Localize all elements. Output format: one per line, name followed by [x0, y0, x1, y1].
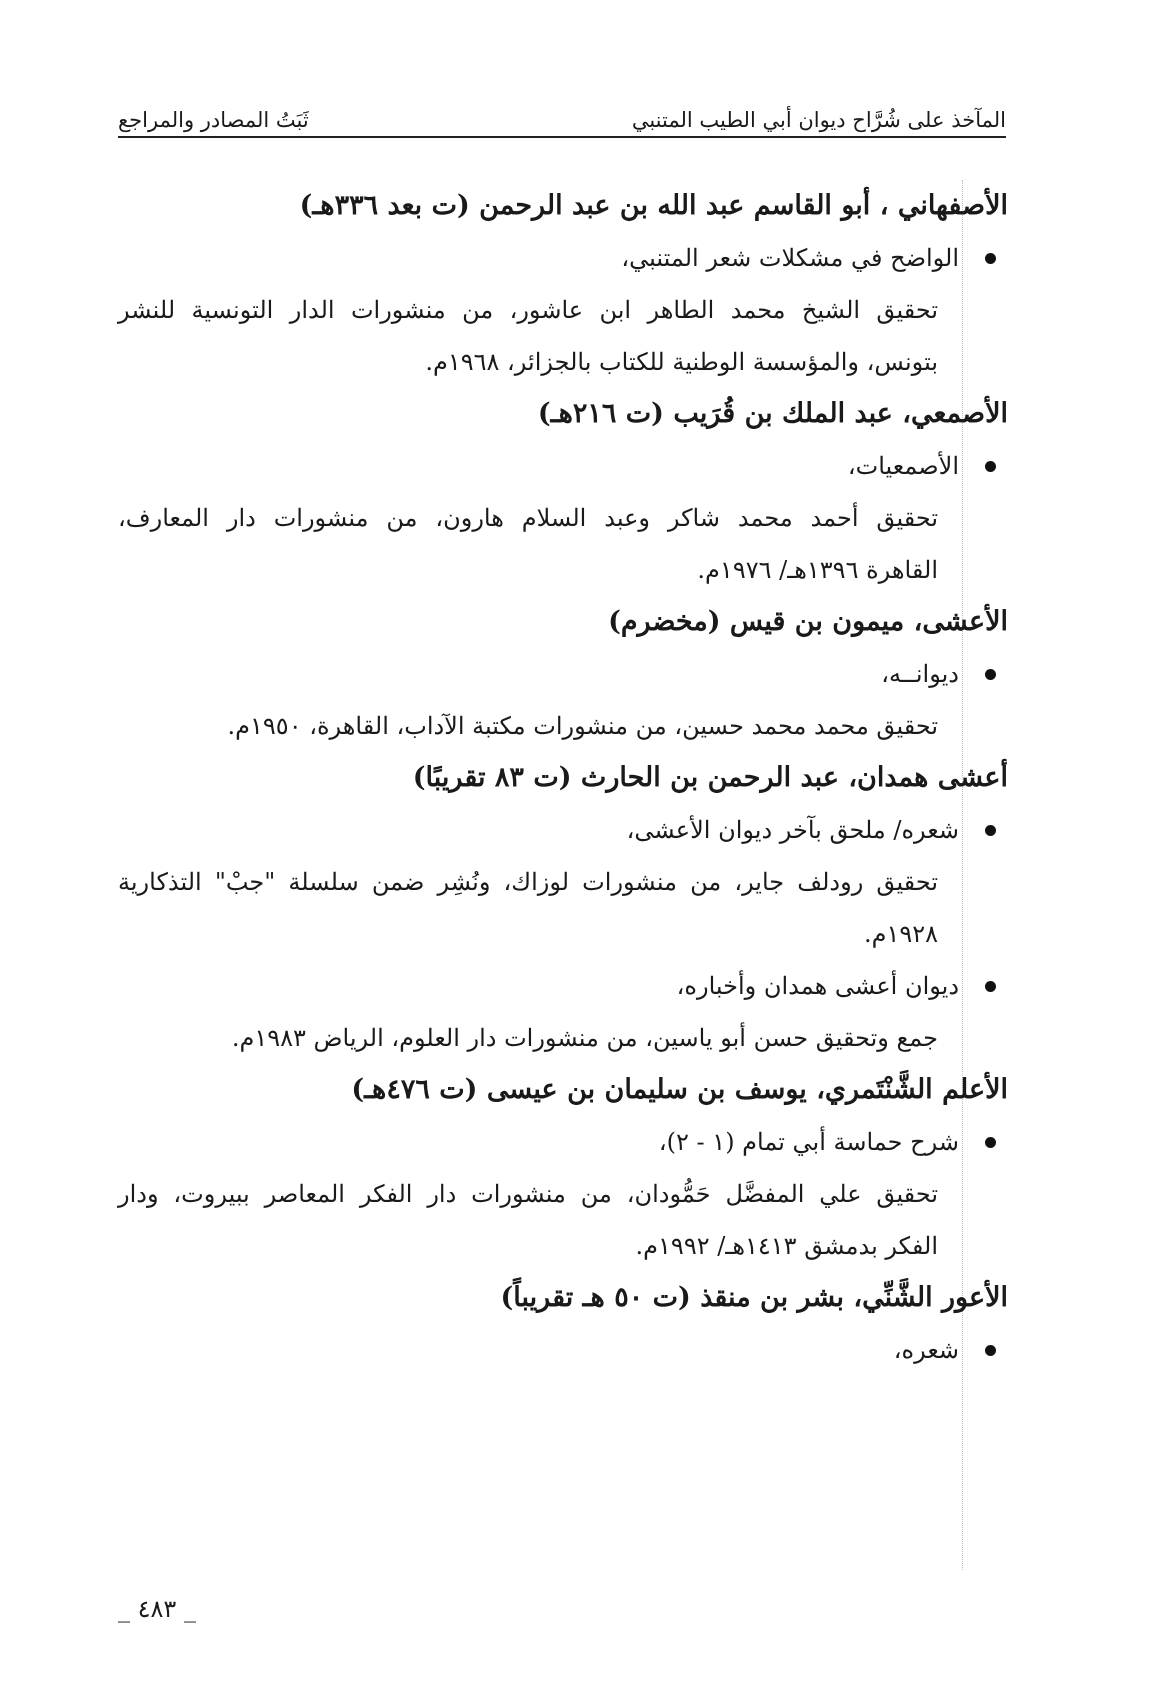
bullet-icon [985, 981, 996, 992]
header-rule [118, 136, 1006, 138]
work-title: شعره/ ملحق بآخر ديوان الأعشى، [626, 816, 959, 844]
entry-work [118, 960, 996, 1012]
entry-author: الأعشى، ميمون بن قيس (مخضرم) [608, 606, 1008, 637]
bullet-icon [985, 1137, 996, 1148]
bibliography-entry [118, 1272, 1008, 1376]
work-title: شرح حماسة أبي تمام (١ - ٢)، [658, 1128, 959, 1156]
entry-work [118, 1116, 996, 1168]
work-detail-line: تحقيق أحمد محمد شاكر وعبد السلام هارون، من منشورات دار المعارف، [118, 504, 939, 532]
entry-work [118, 232, 996, 284]
work-title: شعره، [893, 1336, 959, 1364]
work-detail-line: تحقيق الشيخ محمد الطاهر ابن عاشور، من منشورات الدار التونسية للنشر [118, 296, 938, 324]
work-detail-line: تحقيق محمد محمد حسين، من منشورات مكتبة الآداب، القاهرة، ١٩٥٠م. [227, 712, 938, 740]
bibliography-list [118, 180, 1008, 1376]
work-title: ديوان أعشى همدان وأخباره، [676, 972, 959, 1000]
work-detail-line: القاهرة ١٣٩٦هـ/ ١٩٧٦م. [697, 556, 938, 584]
work-detail-line: ١٩٢٨م. [863, 920, 938, 948]
work-title: الواضح في مشكلات شعر المتنبي، [621, 244, 959, 272]
bibliography-entry [118, 1064, 1008, 1272]
entry-author: الأعور الشَّنِّي، بشر بن منقذ (ت ٥٠ هـ تقريباً) [500, 1282, 1008, 1313]
bibliography-entry [118, 388, 1008, 596]
entry-work [118, 648, 996, 700]
header-section-title: ثَبَتُ المصادر والمراجع [118, 108, 309, 132]
entry-work [118, 1324, 996, 1376]
entry-work [118, 440, 996, 492]
work-detail-line: جمع وتحقيق حسن أبو ياسين، من منشورات دار العلوم، الرياض ١٩٨٣م. [231, 1024, 938, 1052]
work-title: ديوانــه، [881, 660, 959, 688]
bibliography-entry [118, 596, 1008, 752]
entry-author: أعشى همدان، عبد الرحمن بن الحارث (ت ٨٣ تقريبًا) [412, 762, 1008, 793]
header-book-title: المآخذ على شُرَّاح ديوان أبي الطيب المتنبي [631, 108, 1006, 132]
entry-work [118, 804, 996, 856]
bullet-icon [985, 461, 996, 472]
work-detail-line: تحقيق علي المفضَّل حَمُّودان، من منشورات دار الفكر المعاصر ببيروت، ودار [118, 1180, 938, 1208]
page-number: _ ٤٨٣ _ [118, 1595, 196, 1623]
work-detail-line: الفكر بدمشق ١٤١٣هـ/ ١٩٩٢م. [635, 1232, 938, 1260]
work-detail-line: بتونس، والمؤسسة الوطنية للكتاب بالجزائر، ١٩٦٨م. [425, 348, 938, 376]
work-detail-line: تحقيق رودلف جاير، من منشورات لوزاك، ونُشِر ضمن سلسلة "جبْ" التذكارية [118, 868, 938, 896]
bullet-icon [985, 669, 996, 680]
bullet-icon [985, 253, 996, 264]
entry-author: الأصفهاني ، أبو القاسم عبد الله بن عبد الرحمن (ت بعد ٣٣٦هـ) [299, 190, 1008, 221]
entry-author: الأصمعي، عبد الملك بن قُرَيب (ت ٢١٦هـ) [537, 398, 1008, 429]
running-header [118, 92, 1006, 132]
bibliography-entry [118, 752, 1008, 1064]
bullet-icon [985, 1345, 996, 1356]
bullet-icon [985, 825, 996, 836]
bibliography-entry [118, 180, 1008, 388]
work-title: الأصمعيات، [847, 452, 959, 480]
entry-author: الأعلم الشَّنْتَمري، يوسف بن سليمان بن عيسى (ت ٤٧٦هـ) [351, 1074, 1008, 1105]
